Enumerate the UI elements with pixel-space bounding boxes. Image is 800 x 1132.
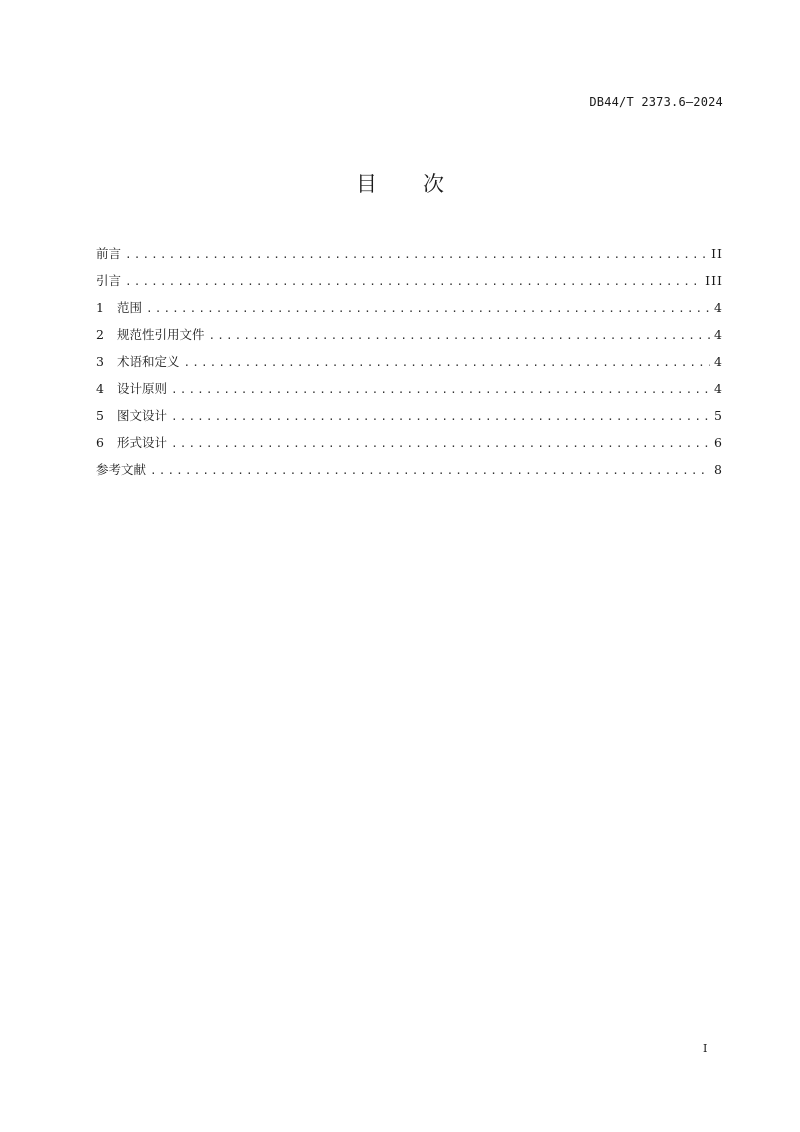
toc-entry-label: 范围 xyxy=(117,300,143,315)
toc-entry-label: 术语和定义 xyxy=(117,354,180,369)
toc-entry-page: 4 xyxy=(714,354,723,369)
page-title xyxy=(0,168,800,198)
toc-entry-label: 图文设计 xyxy=(117,408,168,423)
toc-entry-number: 5 xyxy=(96,408,104,423)
toc-entry-page: 4 xyxy=(714,381,723,396)
title-char-left: 目 xyxy=(356,172,377,196)
toc-entry-page: 4 xyxy=(714,327,723,342)
toc-entry[interactable] xyxy=(96,456,723,483)
toc-entry-label: 规范性引用文件 xyxy=(117,327,205,342)
toc-entry-page: III xyxy=(705,273,723,288)
toc-dot-leader xyxy=(146,295,710,322)
toc-entry-label: 形式设计 xyxy=(117,435,168,450)
toc-entry[interactable] xyxy=(96,267,723,294)
toc-entry-page: II xyxy=(711,246,723,261)
toc-dot-leader xyxy=(184,349,711,376)
toc-entry-page: 8 xyxy=(714,462,723,477)
toc-entry[interactable] xyxy=(96,348,723,375)
toc-dot-leader xyxy=(209,322,711,349)
toc-entry-number: 3 xyxy=(96,354,104,369)
toc-entry[interactable] xyxy=(96,402,723,429)
toc-entry-number: 2 xyxy=(96,327,104,342)
toc-dot-leader xyxy=(125,268,701,295)
table-of-contents xyxy=(96,240,723,483)
toc-entry[interactable] xyxy=(96,321,723,348)
toc-entry-page: 6 xyxy=(714,435,723,450)
toc-entry-page: 5 xyxy=(714,408,723,423)
toc-entry[interactable] xyxy=(96,240,723,267)
toc-entry-number: 6 xyxy=(96,435,104,450)
toc-dot-leader xyxy=(125,241,707,268)
toc-dot-leader xyxy=(171,430,710,457)
toc-entry-label: 引言 xyxy=(96,273,122,288)
toc-dot-leader xyxy=(171,403,710,430)
document-code: DB44/T 2373.6—2024 xyxy=(589,95,723,109)
title-char-right: 次 xyxy=(423,172,444,196)
toc-entry-label: 设计原则 xyxy=(117,381,168,396)
page-number: I xyxy=(703,1042,708,1055)
toc-entry-label: 前言 xyxy=(96,246,122,261)
toc-dot-leader xyxy=(150,457,710,484)
toc-entry-number: 1 xyxy=(96,300,104,315)
toc-entry[interactable] xyxy=(96,294,723,321)
toc-dot-leader xyxy=(171,376,710,403)
toc-entry-number: 4 xyxy=(96,381,104,396)
toc-entry[interactable] xyxy=(96,375,723,402)
toc-entry[interactable] xyxy=(96,429,723,456)
toc-entry-page: 4 xyxy=(714,300,723,315)
toc-entry-label: 参考文献 xyxy=(96,462,147,477)
